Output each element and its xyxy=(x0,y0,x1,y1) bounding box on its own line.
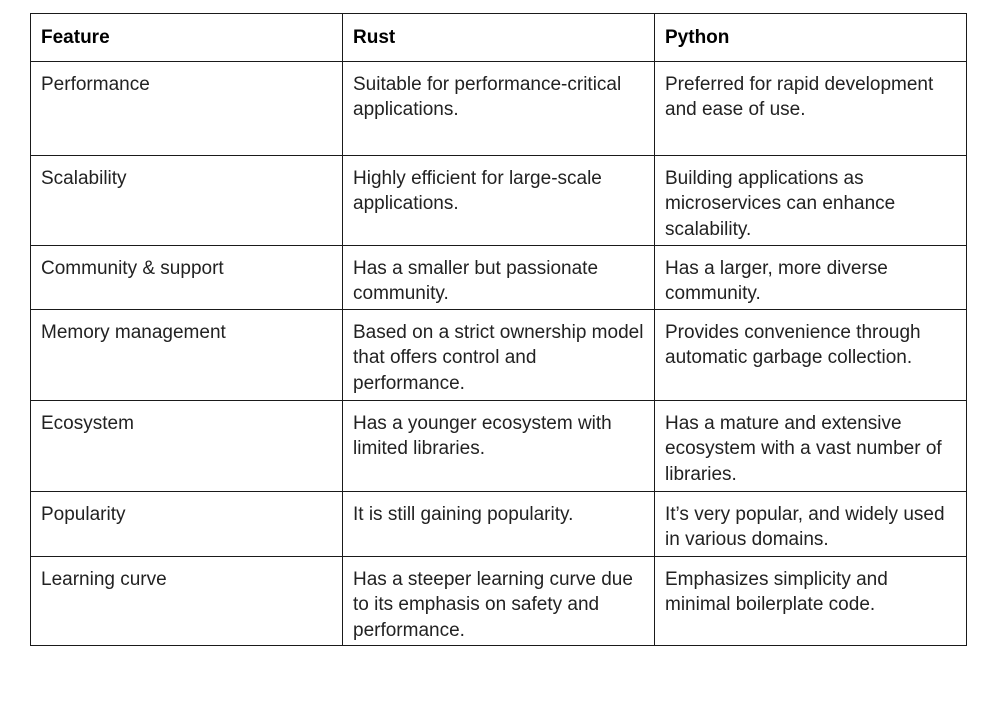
comparison-table-container xyxy=(30,13,967,646)
header-feature: Feature xyxy=(31,14,343,62)
rust-cell: Has a smaller but passionate community. xyxy=(343,246,655,310)
table-row xyxy=(31,310,967,401)
table-row xyxy=(31,557,967,646)
feature-cell: Scalability xyxy=(31,156,343,246)
table-row xyxy=(31,156,967,246)
rust-cell: Suitable for performance-critical applications. xyxy=(343,62,655,156)
python-cell: Emphasizes simplicity and minimal boilerplate code. xyxy=(655,557,967,646)
feature-cell: Learning curve xyxy=(31,557,343,646)
table-row xyxy=(31,492,967,557)
header-row xyxy=(31,14,967,62)
rust-cell: It is still gaining popularity. xyxy=(343,492,655,557)
python-cell: Provides convenience through automatic garbage collection. xyxy=(655,310,967,401)
python-cell: Preferred for rapid development and ease of use. xyxy=(655,62,967,156)
header-rust: Rust xyxy=(343,14,655,62)
feature-cell: Popularity xyxy=(31,492,343,557)
python-cell: It’s very popular, and widely used in various domains. xyxy=(655,492,967,557)
python-cell: Building applications as microservices can enhance scalability. xyxy=(655,156,967,246)
rust-cell: Has a younger ecosystem with limited libraries. xyxy=(343,401,655,492)
feature-cell: Ecosystem xyxy=(31,401,343,492)
table-row xyxy=(31,62,967,156)
header-python: Python xyxy=(655,14,967,62)
table-row xyxy=(31,246,967,310)
python-cell: Has a larger, more diverse community. xyxy=(655,246,967,310)
python-cell: Has a mature and extensive ecosystem with a vast number of libraries. xyxy=(655,401,967,492)
table-row xyxy=(31,401,967,492)
rust-cell: Based on a strict ownership model that offers control and performance. xyxy=(343,310,655,401)
comparison-table xyxy=(30,13,967,646)
feature-cell: Community & support xyxy=(31,246,343,310)
rust-cell: Has a steeper learning curve due to its emphasis on safety and performance. xyxy=(343,557,655,646)
rust-cell: Highly efficient for large-scale applications. xyxy=(343,156,655,246)
feature-cell: Performance xyxy=(31,62,343,156)
feature-cell: Memory management xyxy=(31,310,343,401)
